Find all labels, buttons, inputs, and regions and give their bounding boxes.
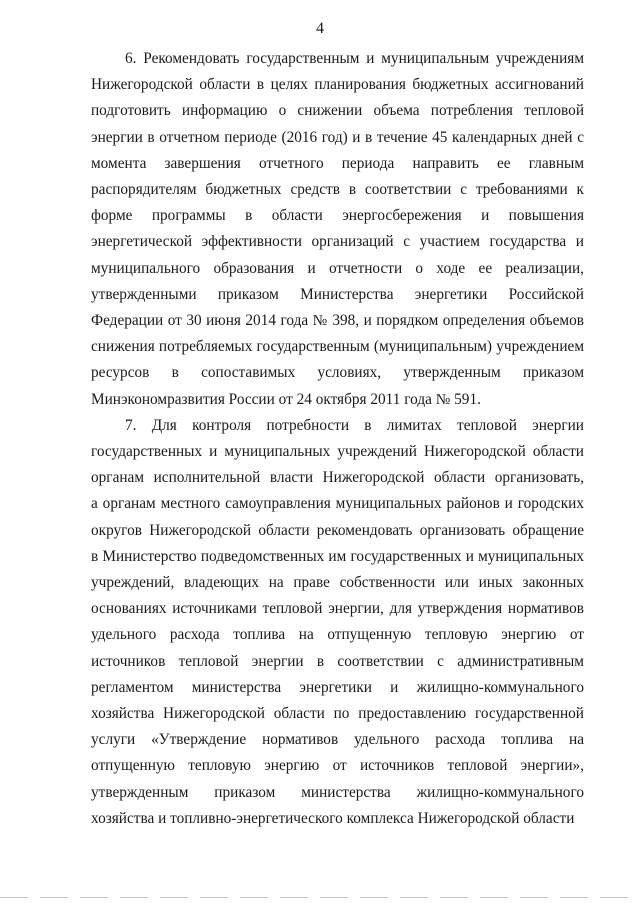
text-line: утвержденными приказом Министерства энергетики Российской xyxy=(91,285,584,303)
text-line: момента завершения отчетного периода направить ее главным xyxy=(91,154,584,172)
text-line: округов Нижегородской области рекомендовать организовать обращение xyxy=(91,521,584,539)
page-number: 4 xyxy=(316,20,324,37)
text-line: Нижегородской области в целях планирования бюджетных ассигнований xyxy=(91,76,584,94)
text-line: услуги «Утверждение нормативов удельного расхода топлива на xyxy=(91,731,584,749)
text-line: 6. Рекомендовать государственным и муниципальным учреждениям xyxy=(125,50,584,67)
text-line: снижения потребляемых государственным (муниципальным) учреждением xyxy=(91,338,584,356)
text-line: энергетической эффективности организаций с участием государства и xyxy=(91,233,584,251)
text-line: хозяйства и топливно-энергетического комплекса Нижегородской области xyxy=(91,809,575,827)
text-line: хозяйства Нижегородской области по предоставлению государственной xyxy=(91,705,584,723)
text-line: источников тепловой энергии в соответствии с административным xyxy=(91,652,584,670)
text-line: энергии в отчетном периоде (2016 год) и в течение 45 календарных дней с xyxy=(91,128,584,146)
text-line: форме программы в области энергосбережения и повышения xyxy=(91,207,584,225)
paragraph-2 xyxy=(91,413,584,832)
scan-edge xyxy=(0,897,640,898)
text-line: Федерации от 30 июня 2014 года № 398, и порядком определения объемов xyxy=(91,312,584,330)
text-line: 7. Для контроля потребности в лимитах тепловой энергии xyxy=(125,416,584,434)
text-line: в Министерство подведомственных им государственных и муниципальных xyxy=(91,547,584,565)
text-line: Минэкономразвития России от 24 октября 2011 года № 591. xyxy=(91,390,481,408)
text-line: распорядителям бюджетных средств в соответствии с требованиями к xyxy=(91,181,584,199)
text-line: учреждений, владеющих на праве собственности или иных законных xyxy=(91,574,584,592)
text-line: удельного расхода топлива на отпущенную тепловую энергию от xyxy=(91,626,584,644)
text-line: основаниях источниками тепловой энергии, для утверждения нормативов xyxy=(91,600,584,618)
text-line: ресурсов в сопоставимых условиях, утвержденным приказом xyxy=(91,364,584,382)
paragraph-1 xyxy=(91,46,584,413)
body-text xyxy=(91,46,584,832)
text-line: государственных и муниципальных учреждений Нижегородской области xyxy=(91,443,584,461)
text-line: органам исполнительной власти Нижегородской области организовать, xyxy=(91,469,584,487)
text-line: отпущенную тепловую энергию от источников тепловой энергии», xyxy=(91,757,584,775)
text-line: утвержденным приказом министерства жилищно-коммунального xyxy=(91,783,584,801)
text-line: муниципального образования и отчетности о ходе ее реализации, xyxy=(91,259,584,277)
text-line: а органам местного самоуправления муниципальных районов и городских xyxy=(91,495,584,513)
text-line: регламентом министерства энергетики и жилищно-коммунального xyxy=(91,678,584,696)
text-line: подготовить информацию о снижении объема потребления тепловой xyxy=(91,102,584,120)
